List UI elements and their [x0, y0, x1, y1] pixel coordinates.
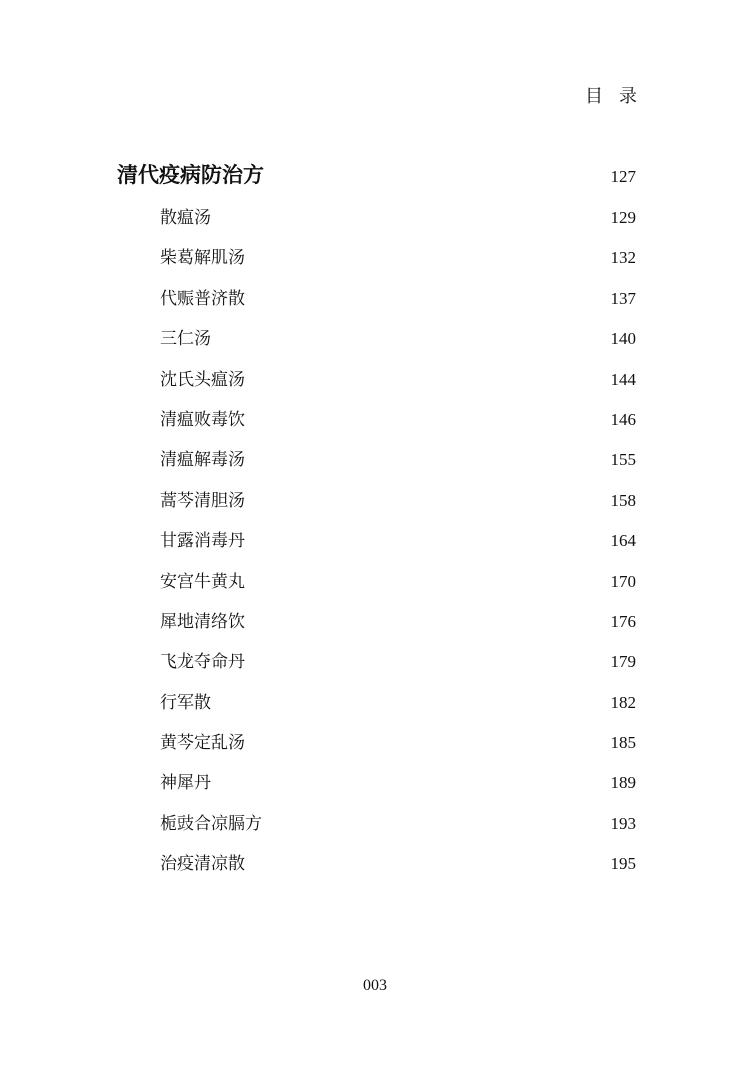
toc-entry-title: 安宫牛黄丸	[160, 571, 245, 592]
toc-entry-page: 193	[610, 813, 636, 833]
page-number: 003	[363, 977, 387, 994]
toc-entry-page: 132	[610, 248, 636, 268]
toc-entry-title: 清瘟败毒饮	[160, 409, 245, 430]
toc-entry[interactable]	[117, 240, 636, 280]
toc-entry-page: 146	[610, 409, 636, 429]
toc-entry-title: 治疫清凉散	[160, 854, 245, 875]
toc-entry[interactable]	[117, 846, 636, 886]
toc-entry-page: 195	[610, 854, 636, 874]
toc-entry[interactable]	[117, 685, 636, 725]
section-title: 清代疫病防治方	[117, 163, 264, 187]
running-header: 目录	[585, 86, 653, 107]
toc-entry-title: 散瘟汤	[160, 208, 211, 228]
toc-entry-page: 144	[610, 369, 636, 389]
toc-entry-page: 189	[610, 773, 636, 793]
toc-entry[interactable]	[117, 564, 636, 604]
toc-entry-page: 185	[610, 733, 636, 753]
toc-entry-page: 179	[610, 652, 636, 672]
toc-entry[interactable]	[117, 321, 636, 361]
toc-entry-title: 行军散	[160, 692, 211, 713]
toc-entry-title: 柴葛解肌汤	[160, 248, 245, 269]
toc-entry-title: 甘露消毒丹	[160, 531, 245, 552]
toc-entry[interactable]	[117, 765, 636, 805]
toc-entry-page: 158	[610, 490, 636, 510]
toc-entry-title: 犀地清络饮	[160, 611, 245, 632]
toc-entry[interactable]	[117, 604, 636, 644]
toc-entry[interactable]	[117, 362, 636, 402]
toc-entry[interactable]	[117, 523, 636, 563]
table-of-contents	[117, 158, 636, 887]
toc-entry-page: 164	[610, 531, 636, 551]
toc-entry[interactable]	[117, 200, 636, 240]
toc-section-heading[interactable]	[117, 158, 636, 200]
toc-entry-title: 栀豉合凉膈方	[160, 813, 262, 834]
toc-entry[interactable]	[117, 644, 636, 684]
toc-entry-title: 蒿芩清胆汤	[160, 490, 245, 511]
toc-entry-page: 155	[610, 450, 636, 470]
toc-entry-page: 176	[610, 611, 636, 631]
toc-entry[interactable]	[117, 281, 636, 321]
toc-entry-page: 129	[610, 208, 636, 227]
toc-entry-title: 飞龙夺命丹	[160, 652, 245, 673]
toc-entry-page: 182	[610, 692, 636, 712]
toc-entry-title: 沈氏头瘟汤	[160, 369, 245, 390]
toc-entry[interactable]	[117, 402, 636, 442]
toc-entry[interactable]	[117, 483, 636, 523]
toc-entry-title: 清瘟解毒汤	[160, 450, 245, 471]
toc-entry-title: 神犀丹	[160, 773, 211, 794]
toc-entries	[117, 200, 636, 887]
toc-entry-title: 代赈普济散	[160, 288, 245, 309]
toc-entry-title: 黄芩定乱汤	[160, 733, 245, 754]
toc-entry[interactable]	[117, 806, 636, 846]
toc-entry-page: 137	[610, 288, 636, 308]
toc-entry-page: 140	[610, 329, 636, 349]
toc-entry[interactable]	[117, 442, 636, 482]
section-page-number: 127	[610, 167, 636, 186]
toc-entry[interactable]	[117, 725, 636, 765]
toc-entry-title: 三仁汤	[160, 329, 211, 350]
toc-entry-page: 170	[610, 571, 636, 591]
